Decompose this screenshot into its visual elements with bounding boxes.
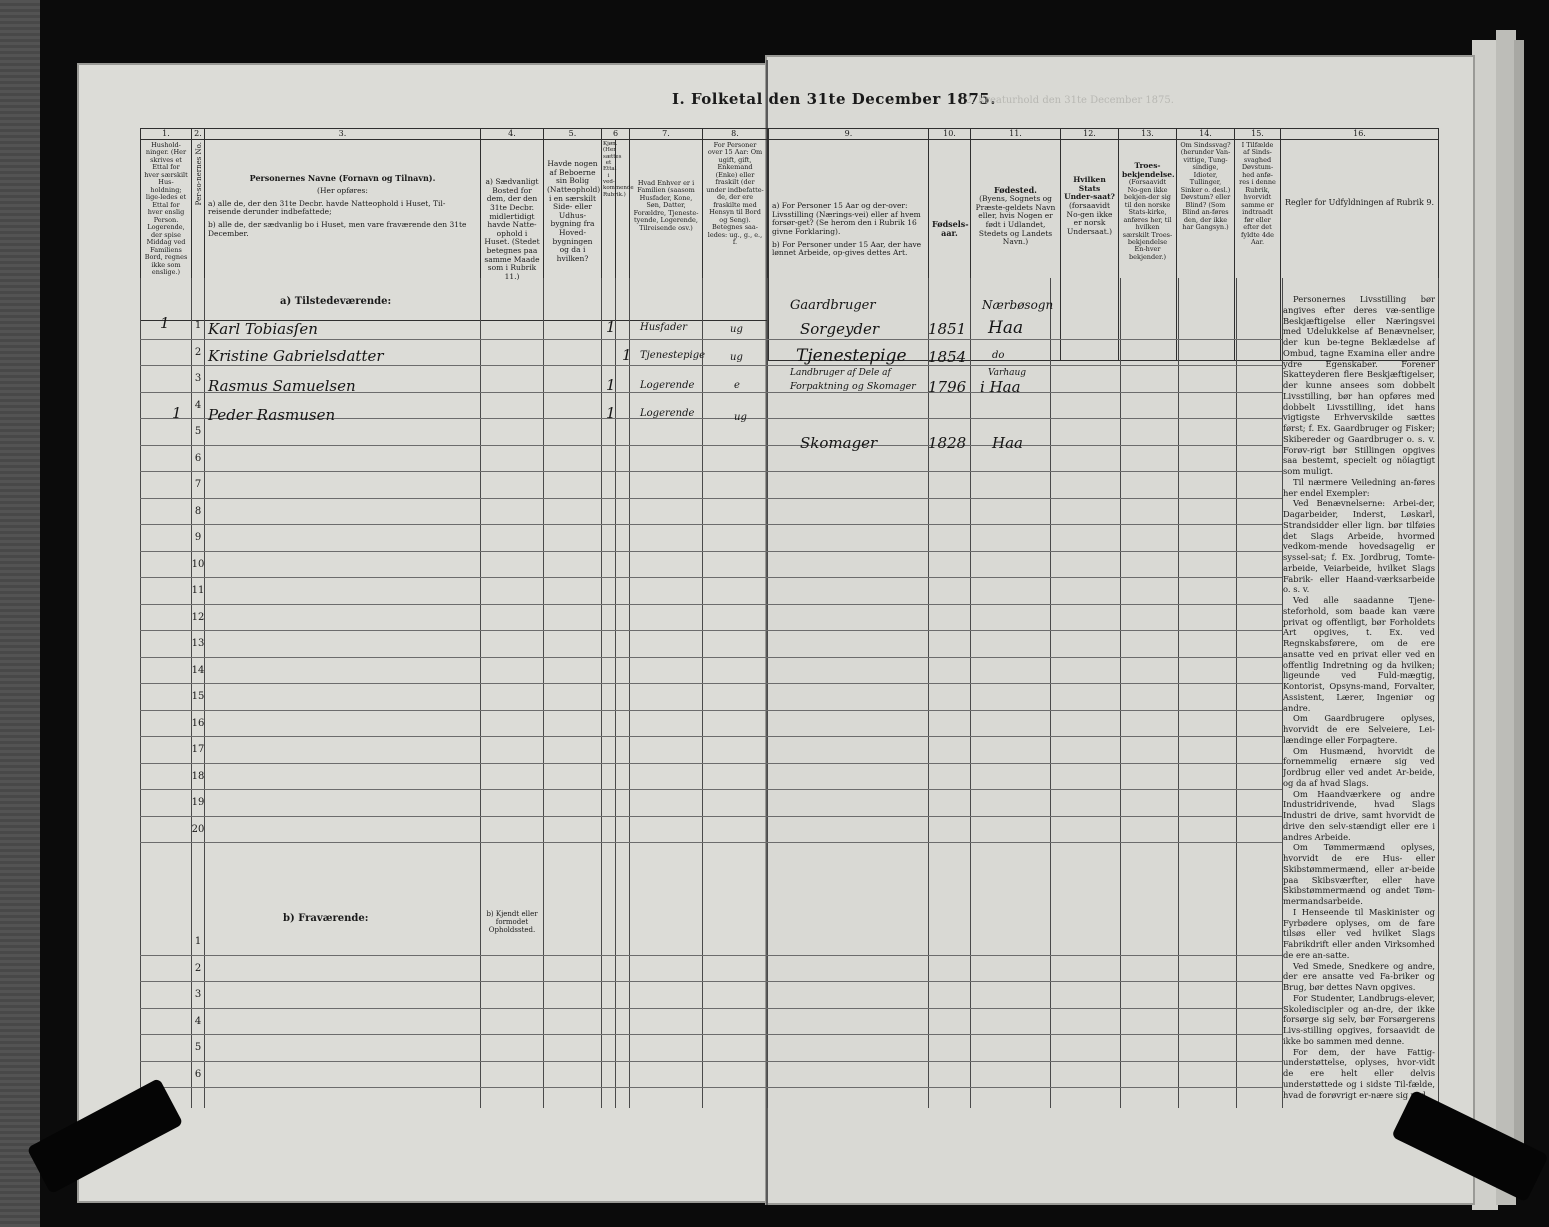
header-disability: Om Sindssvag? (herunder Van-vittige, Tung-sindige, Idioter, Tullinger, Sinker o. desl.) Døvstum? eller Blind? (Som Blind an-føres den, der ikke har Gangsyn.)	[1177, 140, 1235, 361]
colnum-13: 13.	[1119, 129, 1177, 140]
header-usual-residence: a) Sædvanligt Bosted for dem, der den 31te Decbr. midlertidigt havde Natte-ophold i Huset. (Stedet betegnes paa samme Maade som i Rubrik 11.)	[481, 140, 544, 321]
occupation-line1: Gaardbruger	[790, 298, 876, 313]
row-line	[140, 471, 1282, 472]
header-rules: Regler for Udfyldningen af Rubrik 9.	[1281, 140, 1439, 361]
row-number: 11	[191, 585, 205, 596]
header-sex-male: Kjøn. (Her sættes et Ettal i ved-kommende Rubrik.)	[602, 140, 616, 321]
section-present-label: a) Tilstedeværende:	[280, 296, 392, 307]
header-citizenship: Hvilken Stats Under-saat? (forsaavidt No-gen ikke er norsk Undersaat.)	[1061, 140, 1119, 361]
row-line	[140, 710, 1282, 711]
colnum-5: 5.	[544, 129, 602, 140]
row-number: 6	[194, 452, 202, 464]
rules-paragraph: Om Haandværkere og andre Industridrivende, hvad Slags Industri de drive, samt hvorvidt de drive den selv-stændigt eller ere i andres Arbeide.	[1283, 788, 1435, 842]
occupation-line1: Tjenestepige	[796, 346, 907, 366]
family-role: Logerende	[640, 408, 695, 419]
column-line	[702, 278, 703, 1108]
left-header-table	[140, 128, 768, 321]
row-number: 19	[191, 797, 205, 808]
row-number: 14	[191, 664, 205, 676]
row-number: 1	[194, 320, 202, 331]
sex-male-mark: 1	[606, 318, 616, 336]
row-number: 13	[191, 638, 205, 649]
row-number: 4	[194, 1015, 202, 1027]
colnum-14: 14.	[1177, 129, 1235, 140]
rules-paragraph: For dem, der have Fattig-understøttelse, oplyses, hvor-vidt de ere helt eller delvis understøttede og i sidste Til-fælde, hvad de forøvrigt er-nære sig ved.	[1283, 1046, 1435, 1100]
colnum-10: 10.	[929, 129, 971, 140]
header-disability-onset: I Tilfælde af Sinds-svaghed Døvstum-hed anfø-res i denne Rubrik, hvorvidt samme er indtraadt før eller efter det fyldte 4de Aar.	[1235, 140, 1281, 361]
header-birth-year: Fødsels-aar.	[929, 140, 971, 361]
colnum-1: 1.	[141, 129, 192, 140]
row-number: 1	[194, 936, 202, 947]
row-line	[140, 981, 1282, 982]
colnum-9: 9.	[769, 129, 929, 140]
row-line	[140, 365, 1282, 366]
row-line	[140, 816, 1282, 817]
person-name: Rasmus Samuelsen	[208, 377, 356, 395]
marital-status: ug	[730, 352, 743, 363]
page-edge	[1472, 40, 1498, 1210]
column-line	[140, 278, 141, 1108]
rules-paragraph: Om Husmænd, hvorvidt de fornemmelig ernære sig ved Jordbrug eller ved andet Ar-beide, og da af hvad Slags.	[1283, 745, 1435, 788]
person-name: Kristine Gabrielsdatter	[208, 347, 384, 365]
column-line	[1438, 278, 1439, 1108]
birth-year: 1796	[928, 378, 967, 396]
header-separate-building: Havde nogen af Beboerne sin Bolig (Natteophold) i en særskilt Side- eller Udhus-bygning fra Hoved-bygningen og da i hvilken?	[544, 140, 602, 321]
colnum-16: 16.	[1281, 129, 1439, 140]
row-line	[140, 683, 1282, 684]
row-number: 15	[191, 691, 205, 702]
column-line	[480, 278, 481, 1108]
sex-female-mark: 1	[622, 346, 632, 364]
colnum-6: 6	[602, 129, 630, 140]
row-number: 2	[194, 962, 202, 974]
row-number: 16	[191, 717, 205, 729]
rules-paragraph: Personernes Livsstilling bør angives efter deres væ-sentlige Beskjæftigelse eller Næringsvei med Udelukkelse af Benævnelser, der kun be-tegne Beklædelse af Ombud, tagne Examina eller andre ydre Egenskaber. Forener Skatteyderen flere Beskjæftigelser, der kunne ansees som dobbelt Livsstilling, bør han opføres med dobbelt Livsstilling, idet hans vigtigste Erhvervskilde sættes først; f. Ex. Gaardbruger og Fisker; Skibereder og Gaardbruger o. s. v. Forøv-rigt bør Stillingen opgives saa bestemt, specielt og nöiagtigt som muligt.	[1283, 294, 1435, 476]
row-line	[140, 789, 1282, 790]
column-line	[970, 278, 971, 1108]
rules-text	[1283, 294, 1435, 1100]
row-line	[140, 657, 1282, 658]
colnum-15: 15.	[1235, 129, 1281, 140]
rules-paragraph: Ved Benævnelserne: Arbei-der, Dagarbeider, Inderst, Løskarl, Strandsidder eller lign. bør tilføies det Slags Arbeide, hvormed vedkom-mende hovedsagelig er syssel-sat; f. Ex. Jordbrug, Tomte-arbeide, Veiarbeide, hvilket Slags Fabrik- eller Haand-værksarbeide o. s. v.	[1283, 498, 1435, 595]
family-role: Logerende	[640, 380, 695, 391]
page-edge	[1496, 30, 1516, 1205]
column-line	[629, 278, 630, 1108]
row-number: 2	[194, 346, 202, 358]
section-absent-label: b) Fraværende:	[283, 913, 369, 924]
rules-paragraph: Ved alle saadanne Tjene-steforhold, som baade kan være privat og offentligt, bør Forholdets Art opgives, t. Ex. ved Regnskabsførere, om de ere ansatte ved en privat eller ved en offentlig Indretning og da hvilken; ligeunde ved Fuld-mægtig, Kontorist, Opsyns-mand, Forvalter, Assistent, Lærer, Ingeniør og andre.	[1283, 595, 1435, 713]
household-mark: 1	[172, 404, 182, 422]
column-line	[1178, 278, 1179, 1108]
person-name: Peder Rasmusen	[208, 406, 336, 424]
birthplace-line2: Haa	[988, 318, 1024, 338]
row-line	[140, 1061, 1282, 1062]
family-role: Tjenestepige	[640, 350, 706, 361]
rules-paragraph: Om Gaardbrugere oplyses, hvorvidt de ere Selveiere, Lei-lændinge eller Forpagtere.	[1283, 713, 1435, 745]
colnum-4: 4.	[481, 129, 544, 140]
header-names: Personernes Navne (Fornavn og Tilnavn). (Her opføres: a) alle de, der den 31te Decbr. havde Natteophold i Huset, Til-reisende derunder indbefattede; b) alle de, der sædvanlig bo i Huset, men vare fraværende den 31te December.	[205, 140, 481, 321]
household-mark: 1	[160, 314, 170, 332]
marital-status: e	[734, 380, 740, 391]
column-line	[1236, 278, 1237, 1108]
column-line	[543, 278, 544, 1108]
row-line	[140, 763, 1282, 764]
column-line	[601, 278, 602, 1108]
row-number: 17	[191, 744, 205, 755]
colnum-3: 3.	[205, 129, 481, 140]
row-line	[140, 577, 1282, 578]
row-number: 3	[194, 373, 202, 384]
birth-year: 1854	[928, 348, 967, 366]
row-number: 6	[194, 1068, 202, 1080]
colnum-12: 12.	[1061, 129, 1119, 140]
row-line	[140, 339, 1282, 340]
colnum-7: 7.	[630, 129, 703, 140]
row-line	[140, 445, 1282, 446]
ghost-title: 2. Kreaturhold den 31te December 1875.	[965, 95, 1174, 106]
column-line	[615, 278, 616, 1108]
row-number: 18	[191, 770, 205, 782]
birthplace-line1: Haa	[992, 434, 1023, 452]
row-line	[140, 955, 1282, 956]
header-sex-female	[616, 140, 630, 321]
colnum-8: 8.	[703, 129, 768, 140]
rules-paragraph: Om Tømmermænd oplyses, hvorvidt de ere Hus- eller Skibstømmermænd, eller ar-beide paa Skibsværfter, eller have Skibstømmermænd og andet Tøm-mermandsarbeide.	[1283, 842, 1435, 906]
header-marital-status: For Personer over 15 Aar: Om ugift, gift, Enkemand (Enke) eller fraskilt (der under indbefatte-de, der ere fraskilte med Hensyn til Bord og Seng). Betegnes saa-ledes: ug., g., e., f.	[703, 140, 768, 321]
row-number: 9	[194, 532, 202, 543]
row-line	[140, 1008, 1282, 1009]
family-role: Husfader	[640, 322, 688, 333]
birth-year: 1828	[928, 434, 967, 452]
row-line	[140, 604, 1282, 605]
rules-paragraph: Til nærmere Veiledning an-føres her endel Exempler:	[1283, 476, 1435, 498]
header-occupation: a) For Personer 15 Aar og der-over: Livsstilling (Nærings-vei) eller af hvem forsør-get? (Se herom den i Rubrik 16 givne Forklaring). b) For Personer under 15 Aar, der have lønnet Arbeide, op-gives dettes Art.	[769, 140, 929, 361]
row-line	[140, 630, 1282, 631]
row-number: 8	[194, 505, 202, 517]
row-number: 5	[194, 426, 202, 437]
header-religion: Troes-bekjendelse. (Forsaavidt No-gen ikke bekjen-der sig til den norske Stats-kirke, anføres her, til hvilken særskilt Troes-bekjendelse En-hver bekjender.)	[1119, 140, 1177, 361]
sex-male-mark: 1	[606, 404, 616, 422]
colnum-2: 2.	[192, 129, 205, 140]
scan-margin	[0, 0, 40, 1227]
person-name: Karl Tobiasſen	[208, 320, 318, 338]
sex-male-mark: 1	[606, 376, 616, 394]
row-line	[140, 498, 1282, 499]
occupation-line1: Skomager	[800, 434, 878, 452]
row-line	[140, 551, 1282, 552]
rules-paragraph: I Henseende til Maskinister og Fyrbødere oplyses, om de fare tilsøs eller ved hvilket Slags Fabrikdrift eller anden Virksomhed de ere an-satte.	[1283, 906, 1435, 960]
row-number: 12	[191, 611, 205, 623]
row-line	[140, 524, 1282, 525]
column-line	[1120, 278, 1121, 1108]
row-line	[140, 1034, 1282, 1035]
colnum-11: 11.	[971, 129, 1061, 140]
birthplace-line1: do	[992, 350, 1005, 361]
occupation-line1: Landbruger af Dele af	[790, 368, 891, 378]
column-line	[767, 278, 768, 1108]
header-family-role: Hvad Enhver er i Familien (saasom Husfader, Kone, Søn, Datter, Forældre, Tjeneste-tyende, Logerende, Tilreisende osv.)	[630, 140, 703, 321]
birthplace-line1: Varhaug	[988, 368, 1027, 378]
marital-status: ug	[734, 412, 747, 423]
row-line	[140, 842, 1282, 843]
column-line	[928, 278, 929, 1108]
occupation-line2: Sorgeyder	[800, 320, 880, 338]
birthplace-line1: Nærbøsogn	[982, 298, 1054, 312]
row-number: 4	[194, 399, 202, 411]
rules-paragraph: Ved Smede, Snedkere og andre, der ere ansatte ved Fa-briker og Brug, bør dettes Navn opgives.	[1283, 960, 1435, 992]
row-number: 7	[194, 479, 202, 490]
column-line	[1050, 278, 1051, 1108]
row-number: 3	[194, 989, 202, 1000]
occupation-line2: Forpaktning og Skomager	[790, 381, 916, 392]
page-title: I. Folketal den 31te December 1875.	[672, 90, 996, 108]
rules-paragraph: For Studenter, Landbrugs-elever, Skolediscipler og an-dre, der ikke forsørge sig selv, bør Forsørgerens Livs-stilling opgives, forsaavidt de ikke bo sammen med denne.	[1283, 992, 1435, 1046]
header-birthplace: Fødested. (Byens, Sognets og Præste-geldets Navn eller, hvis Nogen er født i Udlandet, Stedets og Landets Navn.)	[971, 140, 1061, 361]
birthplace-line2: i Haa	[980, 378, 1021, 396]
header-households: Hushold-ninger. (Her skrives et Ettal for hver særskilt Hus-holdning; lige-ledes et Ettal for hver enslig Person. Logerende, der spise Middag ved Familiens Bord, regnes ikke som enslige.)	[141, 140, 192, 321]
row-line	[140, 1087, 1282, 1088]
marital-status: ug	[730, 324, 743, 335]
page-edge	[1514, 40, 1524, 1190]
row-number: 5	[194, 1042, 202, 1053]
header-person-no: Per-so-nernes No.	[192, 140, 205, 321]
row-number: 10	[191, 558, 205, 570]
absent-residence-label: b) Kjendt eller formodet Opholdssted.	[486, 910, 538, 935]
row-number: 20	[191, 823, 205, 835]
birth-year: 1851	[928, 320, 967, 338]
row-line	[140, 736, 1282, 737]
